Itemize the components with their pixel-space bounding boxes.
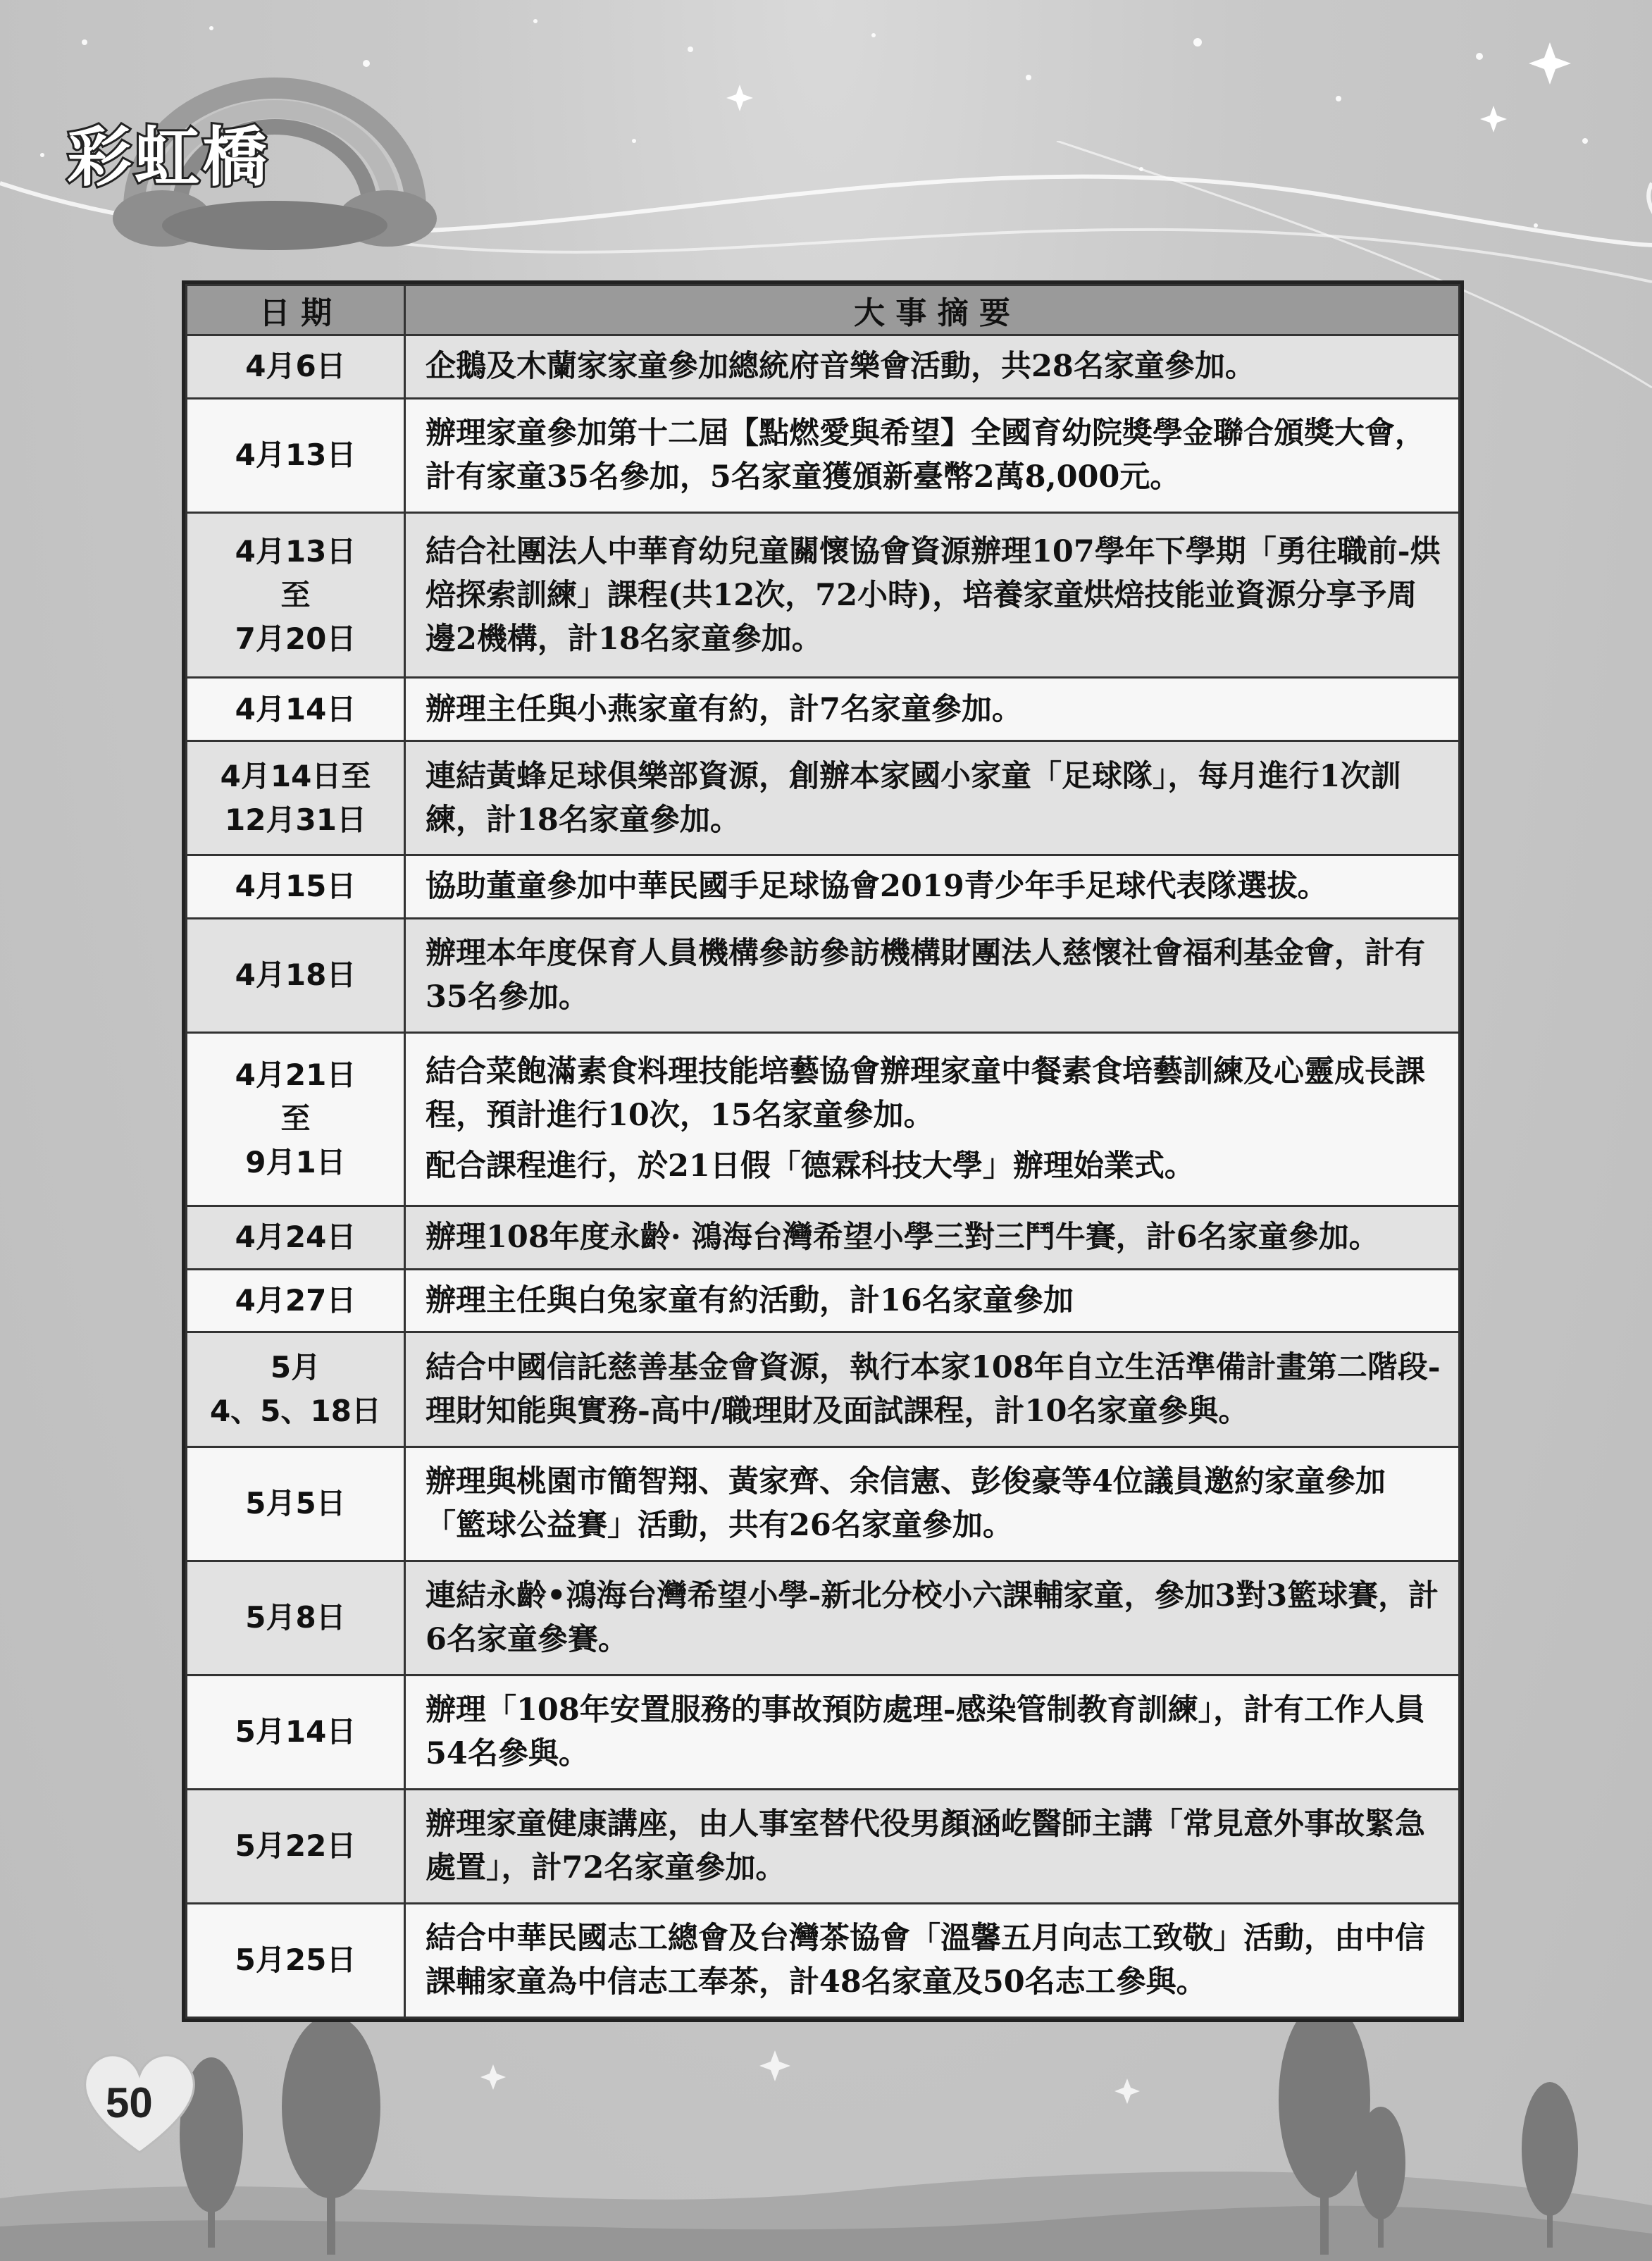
row-summary: 結合中華民國志工總會及台灣茶協會「溫馨五月向志工致敬」活動，由中信課輔家童為中信志工奉茶，計48名家童及50名志工參與。 bbox=[405, 1903, 1460, 2017]
landscape-illustration bbox=[0, 2022, 1652, 2261]
row-summary: 連結永齡•鴻海台灣希望小學-新北分校小六課輔家童，參加3對3籃球賽，計6名家童參賽。 bbox=[405, 1561, 1460, 1675]
row-summary: 辦理本年度保育人員機構參訪參訪機構財團法人慈懷社會福利基金會，計有35名參加。 bbox=[405, 918, 1460, 1032]
row-summary: 辦理108年度永齡· 鴻海台灣希望小學三對三鬥牛賽，計6名家童參加。 bbox=[405, 1206, 1460, 1269]
events-table-container bbox=[182, 280, 1464, 2022]
row-summary: 協助董童參加中華民國手足球協會2019青少年手足球代表隊選拔。 bbox=[405, 855, 1460, 919]
table-row bbox=[187, 1206, 1460, 1269]
table-row bbox=[187, 855, 1460, 919]
row-date: 5月8日 bbox=[187, 1561, 405, 1675]
row-summary: 結合中國信託慈善基金會資源，執行本家108年自立生活準備計畫第二階段-理財知能與實務-高中/職理財及面試課程，計10名家童參與。 bbox=[405, 1332, 1460, 1447]
row-summary: 辦理「108年安置服務的事故預防處理-感染管制教育訓練」，計有工作人員54名參與。 bbox=[405, 1675, 1460, 1789]
table-row bbox=[187, 741, 1460, 855]
row-date: 4月21日 至 9月1日 bbox=[187, 1032, 405, 1206]
summary-column-header: 大 事 摘 要 bbox=[405, 285, 1460, 335]
table-row bbox=[187, 1269, 1460, 1332]
date-column-header: 日 期 bbox=[187, 285, 405, 335]
row-date: 5月5日 bbox=[187, 1447, 405, 1561]
row-date: 4月27日 bbox=[187, 1269, 405, 1332]
table-row bbox=[187, 335, 1460, 399]
row-date: 5月14日 bbox=[187, 1675, 405, 1789]
table-row bbox=[187, 512, 1460, 677]
table-row bbox=[187, 1332, 1460, 1447]
row-date: 4月18日 bbox=[187, 918, 405, 1032]
row-summary bbox=[405, 1032, 1460, 1206]
row-date: 5月 4、5、18日 bbox=[187, 1332, 405, 1447]
table-row bbox=[187, 678, 1460, 741]
row-summary: 辦理主任與小燕家童有約，計7名家童參加。 bbox=[405, 678, 1460, 741]
row-summary: 辦理主任與白兔家童有約活動，計16名家童參加 bbox=[405, 1269, 1460, 1332]
events-table bbox=[185, 284, 1460, 2019]
table-row bbox=[187, 398, 1460, 512]
row-date: 5月25日 bbox=[187, 1903, 405, 2017]
row-summary: 辦理家童健康講座，由人事室替代役男顏涵屹醫師主講「常見意外事故緊急處置」，計72名家童參加。 bbox=[405, 1789, 1460, 1903]
table-row bbox=[187, 1903, 1460, 2017]
table-row bbox=[187, 1789, 1460, 1903]
row-summary: 辦理家童參加第十二屆【點燃愛與希望】全國育幼院獎學金聯合頒獎大會，計有家童35名參加，5名家童獲頒新臺幣2萬8,000元。 bbox=[405, 398, 1460, 512]
page-number: 50 bbox=[106, 2079, 153, 2126]
row-date: 4月13日 bbox=[187, 398, 405, 512]
row-date: 5月22日 bbox=[187, 1789, 405, 1903]
row-summary-extra: 配合課程進行，於21日假「德霖科技大學」辦理始業式。 bbox=[426, 1148, 1195, 1184]
row-summary: 連結黃蜂足球俱樂部資源，創辦本家國小家童「足球隊」，每月進行1次訓練，計18名家童參加。 bbox=[405, 741, 1460, 855]
row-summary-main: 結合菜飽滿素食料理技能培藝協會辦理家童中餐素食培藝訓練及心靈成長課程，預計進行10次，15名家童參加。 bbox=[426, 1054, 1425, 1134]
row-date: 4月14日至 12月31日 bbox=[187, 741, 405, 855]
row-date: 4月13日 至 7月20日 bbox=[187, 512, 405, 677]
row-date: 4月24日 bbox=[187, 1206, 405, 1269]
row-summary: 辦理與桃園市簡智翔、黃家齊、余信憲、彭俊豪等4位議員邀約家童參加「籃球公益賽」活動，共有26名家童參加。 bbox=[405, 1447, 1460, 1561]
row-date: 4月6日 bbox=[187, 335, 405, 399]
row-date: 4月14日 bbox=[187, 678, 405, 741]
table-header-row bbox=[187, 285, 1460, 335]
row-summary: 結合社團法人中華育幼兒童關懷協會資源辦理107學年下學期「勇往職前-烘焙探索訓練」課程(共12次，72小時)，培養家童烘焙技能並資源分享予周邊2機構，計18名家童參加。 bbox=[405, 512, 1460, 677]
table-row bbox=[187, 1561, 1460, 1675]
row-summary: 企鵝及木蘭家家童參加總統府音樂會活動，共28名家童參加。 bbox=[405, 335, 1460, 399]
table-row bbox=[187, 1032, 1460, 1206]
table-row bbox=[187, 918, 1460, 1032]
row-date: 4月15日 bbox=[187, 855, 405, 919]
logo-title: 彩虹橋 bbox=[67, 120, 271, 195]
table-row bbox=[187, 1447, 1460, 1561]
table-row bbox=[187, 1675, 1460, 1789]
